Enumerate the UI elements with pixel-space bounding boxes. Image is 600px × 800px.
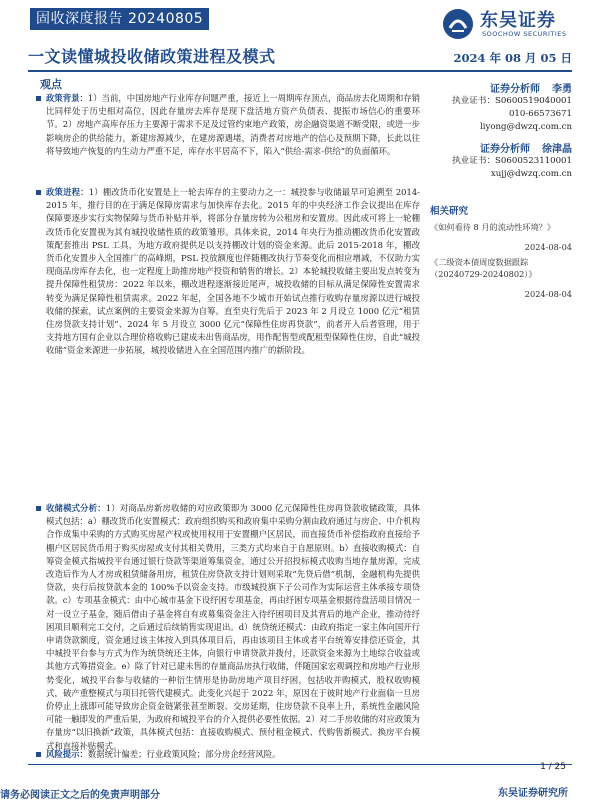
paragraph-risk-warning — [36, 748, 420, 764]
paragraph-storage-modes — [36, 502, 420, 751]
label-storage-modes: 收储模式分析： — [46, 503, 106, 513]
text-policy-progress: 1）棚改货币化安置是上一轮去库存的主要动力之一：城投参与收储最早可追溯至 2014-2015 年，推行目的在于满足保障房需求与加快库存去化。2015 年的中央经济工作会议提出在库存保障要逐步实行实物保障与货币补贴并举，将部分存量房转为公租房和安置房。因此成可将上一轮棚改货币化安置视为其有城投收储性质的政策雏形。具体来说，2014 年央行为推动棚改货币化安置政策配套推出 PSL 工具，为地方政府提供足以支持棚改计划的资金来源。此后 2015-2018 年，棚改货币化安置步入全国推广的高峰期，PSL 投放额度也伴随棚改执行节奏变化而相应增减，不仅助力实现商品房库存去化，也一定程度上助推房地产投资和销售的增长。2）本轮城投收储主要出发点转变为提升保障性租赁房：2022 年以来，棚改进程逐渐接近尾声，城投收储的目标从满足保障性安置需求转变为满足保障性租赁需求。2022 年起，全国各地不少城市开始试点推行收购存量房源以进行城投收储的探索，试点案例的主要资金来源为自筹。直至央行先后于 2023 年 2 月设立 1000 亿元“租赁住房贷款支持计划”、2024 年 5 月设立 3000 亿元“保障性住房再贷款”，前者开入后者管理，用于支持地方国有企业以合理价格收购已建成未出售商品房，用作配售型或配租型保障性住房，自此“城投收储”资金来源进一步拓展，城投收储进入在全国范围内推广的新阶段。 — [46, 187, 421, 356]
analyst-2-header — [430, 140, 572, 155]
analyst-2-name: 徐津晶 — [542, 144, 572, 155]
report-date: 2024 年 08 月 05 日 — [453, 51, 572, 65]
text-policy-background: 1）当前，中国房地产行业库存问题严重，接近上一周期库存顶点，商品房去化周期和存销比同样处于历史相对高位，因此存量房去库存是现下盘活地方资产负债表、提振市场信心的重要环节。2）房地产高库存压力主要源于需求不足及过管约束地产政策，房企融资渠道不断受限，或进一步影响房企的供给能力，新建房源减少，在建房源遇堵，消费者对房地产的信心及预期下降，长此以往将导致地产恢复的内生动力严重不足，库存水平居高不下，陷入“供给-需求-供给”的负面循环。 — [46, 93, 421, 156]
analyst-1-header — [430, 80, 572, 95]
analyst-2-role: 证券分析师 — [480, 144, 530, 155]
main-content — [36, 92, 420, 764]
related-research-title: 相关研究 — [430, 206, 469, 217]
section-label-viewpoints: 观点 — [40, 78, 62, 91]
text-risk-warning: 数据统计偏差；行业政策风险；部分房企经营风险。 — [87, 749, 281, 759]
related-item-2-date: 2024-08-04 — [524, 288, 572, 299]
soochow-logo-icon — [442, 8, 474, 40]
report-tag: 固收深度报告 20240805 — [30, 8, 209, 30]
analyst-2-email[interactable]: xujj@dwzq.com.cn — [490, 169, 572, 179]
text-storage-modes: 1）对商品房新房收储的对应政策即为 3000 亿元保障性住房再贷款收储政策，具体模式包括：a）棚改货币化安置模式：政府组织购买和政府集中采购分割由政府通过与房企、中介机构合作成集中采购的方式购买房屋产权或使用权用于安置棚户区居民，而直接货币补偿指政府直接给予棚户区居民货币用于购买房屋或支付其相关费用，三类方式均来自于自愿原则。b）直接收购模式：自筹资金模式指城投平台通过银行贷款等渠道筹集资金，通过公开招投标模式收购当地存量房源，完成改造后作为人才房或租赁储备用房，租赁住房贷款支持计划则采取“先贷后借”机制，金融机构先提供贷款，央行后按贷款本金的 100%予以资金支持。市级城投旗下子公司作为实际运营主体承接专项贷款。c）专项基金模式：由中心城市基金下设纾困专项基金，再由纾困专项基金根据待盘活项目情况一对一设立子基金，随后借由子基金将自有或募集资金注入待纾困项目及其背后的地产企业，推动待纾困项目顺利完工交付，之后通过后续销售实现退出。d）统贷统还模式：由政府指定一家主体向国开行申请贷款额度，资金通过该主体按入到具体项目后，再由该项目主体或者平台统筹安排偿还资金，其中城投平台参与方式为作为统贷统还主体，向银行申请贷款并拨付，还款资金来源为土地综合收益或其他方式筹措资金。e）除了针对已建未售的存量商品房执行收储，伴随国家宏观调控和房地产行业形势变化，城投平台参与收储的一种衍生情形是协助房地产项目纾困，包括收并购模式，股权收购模式，破产重整模式与项目托管代建模式。此变化兴起于 2022 年，原因在于彼时地产行业面临一旦房价停止上涨即可能导致房企资金链紧张甚至断裂、交房延期，住房贷款不良率上升，系统性金融风险可能一触即发的严重后果，为政府和城投平台的介入提供必要性依据。2）对二手房收储的对应政策为存量房“以旧换新”政策，具体模式包括：直接收购模式、预付租金模式、代购售新模式、换房平台模式和直接补贴模式。 — [46, 503, 420, 751]
header-divider — [28, 70, 572, 72]
analyst-1-email[interactable]: liyong@dwzq.com.cn — [480, 122, 572, 132]
label-policy-progress: 政策进程： — [46, 187, 89, 197]
analyst-1-cert: 执业证书：S0600519040001 — [452, 96, 572, 106]
analyst-1-name: 李勇 — [552, 84, 572, 95]
disclaimer-text: 请务必阅读正文之后的免责声明部分 — [0, 790, 160, 800]
label-risk-warning: 风险提示： — [46, 749, 88, 759]
page-number: 1 / 25 — [540, 762, 566, 772]
logo-cn-text: 东吴证券 — [480, 10, 556, 31]
institute-name: 东吴证券研究所 — [498, 788, 568, 799]
logo-en-text: SOOCHOW SECURITIES — [482, 30, 567, 38]
report-title: 一文读懂城投收储政策进程及模式 — [28, 47, 276, 66]
paragraph-policy-background — [36, 92, 420, 178]
related-item-1-date: 2024-08-04 — [524, 241, 572, 252]
sidebar — [430, 80, 572, 299]
analyst-1-role: 证券分析师 — [490, 84, 540, 95]
analyst-1-phone: 010-66573671 — [508, 109, 572, 119]
footer-divider — [28, 764, 572, 765]
analyst-2-cert: 执业证书：S0600523110001 — [452, 156, 572, 166]
label-policy-background: 政策背景： — [46, 93, 88, 103]
related-item-1-title[interactable]: 《如何看待 8 月的流动性环境？》 — [430, 222, 556, 232]
brand-logo — [442, 6, 572, 46]
paragraph-policy-progress — [36, 186, 420, 496]
related-item-2-title[interactable]: 《二级资本债周度数据跟踪（20240729-20240802）》 — [430, 256, 537, 279]
